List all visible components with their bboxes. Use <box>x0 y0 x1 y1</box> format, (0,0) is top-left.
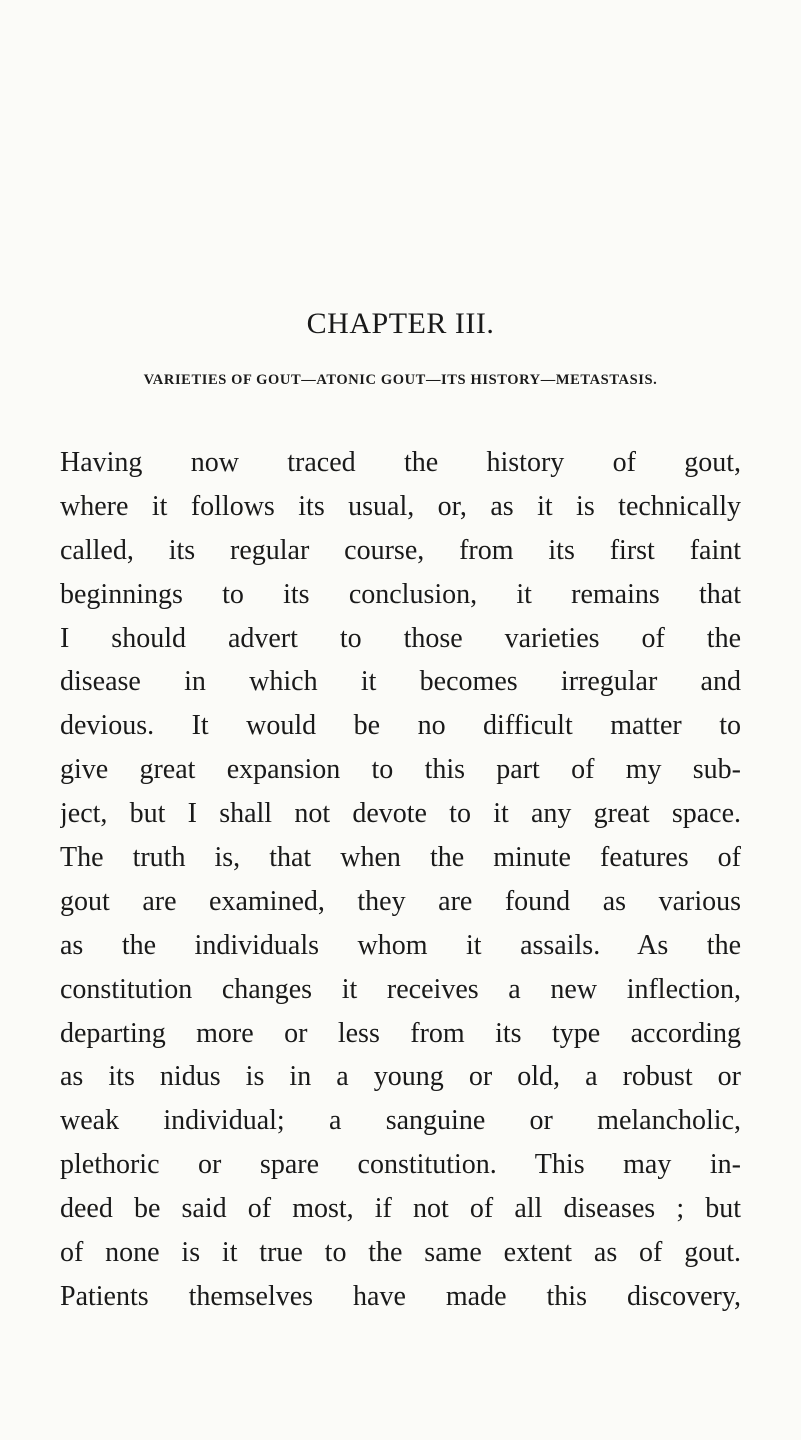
text-line: devious. It would be no difficult matter to <box>60 710 741 742</box>
text-line: Patients themselves have made this discovery, <box>60 1280 741 1312</box>
text-line: I should advert to those varieties of the <box>60 622 741 654</box>
text-line: disease in which it becomes irregular and <box>60 666 741 698</box>
text-line: gout are examined, they are found as various <box>60 885 741 917</box>
text-line: Having now traced the history of gout, <box>60 447 741 478</box>
text-line: as its nidus is in a young or old, a robust or <box>60 1061 741 1093</box>
text-line: called, its regular course, from its first faint <box>60 534 741 566</box>
text-line: of none is it true to the same extent as of gout. <box>60 1237 741 1269</box>
text-line: The truth is, that when the minute features of <box>60 842 741 874</box>
body-paragraph <box>60 441 741 1319</box>
text-line: where it follows its usual, or, as it is technically <box>60 490 741 522</box>
text-line: departing more or less from its type according <box>60 1017 741 1049</box>
chapter-title: CHAPTER III. <box>306 307 495 340</box>
text-line: constitution changes it receives a new inflection, <box>60 973 741 1005</box>
text-line: beginnings to its conclusion, it remains that <box>60 578 741 610</box>
text-line: as the individuals whom it assails. As the <box>60 929 741 961</box>
chapter-subtitle: VARIETIES OF GOUT—ATONIC GOUT—ITS HISTORY—METASTASIS. <box>143 372 658 388</box>
text-line: weak individual; a sanguine or melancholic, <box>60 1105 741 1137</box>
text-line: deed be said of most, if not of all diseases ; but <box>60 1193 741 1225</box>
text-line: ject, but I shall not devote to it any great space. <box>60 798 741 830</box>
text-line: plethoric or spare constitution. This may in- <box>60 1149 741 1181</box>
text-line: give great expansion to this part of my sub- <box>60 754 741 786</box>
